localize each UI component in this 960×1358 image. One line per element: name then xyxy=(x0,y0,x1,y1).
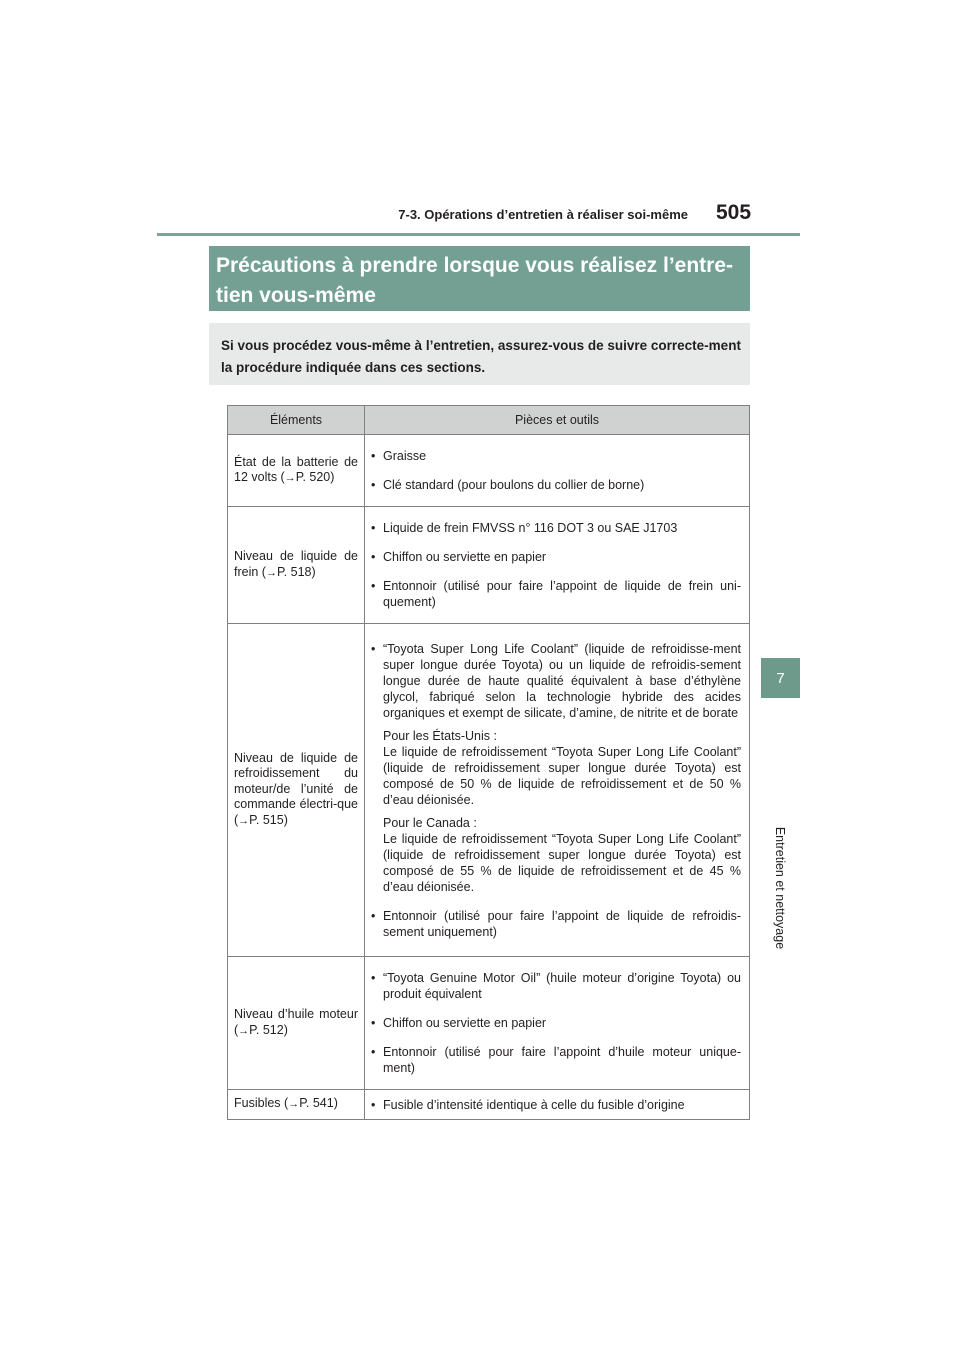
item-label: Niveau d’huile moteur ( xyxy=(234,1007,358,1037)
chapter-tab: 7 xyxy=(761,658,800,698)
table-row xyxy=(228,435,750,507)
tools-list xyxy=(371,520,741,610)
list-item: • Clé standard (pour boulons du collier de borne) xyxy=(371,477,741,493)
table-row xyxy=(228,957,750,1090)
arrow-icon: → xyxy=(265,566,277,579)
section-title-line2: tien vous-même xyxy=(216,284,376,307)
parts-tools-table xyxy=(227,405,750,1120)
table-row xyxy=(228,507,750,624)
item-cell xyxy=(228,957,365,1090)
tools-list xyxy=(371,970,741,1076)
arrow-icon: → xyxy=(238,814,250,827)
tools-cell xyxy=(365,435,750,507)
page-reference: P. 541) xyxy=(299,1096,338,1111)
list-item: • Graisse xyxy=(371,448,741,464)
tools-list xyxy=(371,641,741,940)
header-tools: Pièces et outils xyxy=(365,406,750,435)
table-header-row xyxy=(228,406,750,435)
tools-cell xyxy=(365,624,750,957)
tools-cell xyxy=(365,1090,750,1120)
usa-note xyxy=(383,728,741,808)
page-reference: P. 515) xyxy=(249,812,288,827)
tools-cell xyxy=(365,957,750,1090)
section-title xyxy=(209,246,750,311)
item-label: Niveau de liquide de frein ( xyxy=(234,549,358,579)
canada-note-title: Pour le Canada : xyxy=(383,815,477,830)
tools-list xyxy=(371,448,741,493)
tools-cell xyxy=(365,507,750,624)
usa-note-title: Pour les États-Unis : xyxy=(383,728,497,743)
list-item: • Entonnoir (utilisé pour faire l’appoint d’huile moteur unique-ment) xyxy=(371,1044,741,1076)
item-cell xyxy=(228,1090,365,1120)
intro-text: Si vous procédez vous-même à l’entretien, assurez-vous de suivre correcte-ment la procédure indiquée dans ces sections. xyxy=(209,323,750,385)
item-cell xyxy=(228,435,365,507)
item-label: État de la batterie de 12 volts ( xyxy=(234,454,358,484)
header-rule xyxy=(157,233,800,236)
list-item: • Entonnoir (utilisé pour faire l’appoint de liquide de refroidis-sement uniquement) xyxy=(371,908,741,940)
list-item: • Liquide de frein FMVSS n° 116 DOT 3 ou SAE J1703 xyxy=(371,520,741,536)
running-header: 7-3. Opérations d’entretien à réaliser soi-même xyxy=(398,207,688,222)
usa-note-text: Le liquide de refroidissement “Toyota Super Long Life Coolant” (liquide de refroidissement super longue durée Toyota) est composé de 50 % de liquide de refroidissement et de 50 % d’eau déionisée. xyxy=(383,744,741,807)
list-item: • Entonnoir (utilisé pour faire l’appoint de liquide de frein uni-quement) xyxy=(371,578,741,610)
arrow-icon: → xyxy=(288,1098,300,1111)
page-reference: P. 520) xyxy=(295,470,335,484)
page-reference: P. 518) xyxy=(276,564,316,579)
item-cell xyxy=(228,507,365,624)
item-label: Fusibles ( xyxy=(234,1096,289,1111)
tools-list xyxy=(371,1097,741,1113)
header-items: Éléments xyxy=(228,406,365,435)
canada-note xyxy=(383,815,741,895)
item-cell xyxy=(228,624,365,957)
list-item: • “Toyota Genuine Motor Oil” (huile moteur d’origine Toyota) ou produit équivalent xyxy=(371,970,741,1002)
arrow-icon: → xyxy=(284,472,296,484)
item-label: Niveau de liquide de refroidissement du moteur/de l’unité de commande électri-que ( xyxy=(234,750,358,827)
canada-note-text: Le liquide de refroidissement “Toyota Super Long Life Coolant” (liquide de refroidissement super longue durée Toyota) est composé de 55 % de liquide de refroidissement et de 45 % d’eau déionisée. xyxy=(383,831,741,894)
list-item: • Fusible d’intensité identique à celle du fusible d’origine xyxy=(371,1097,741,1113)
arrow-icon: → xyxy=(238,1024,250,1037)
page-reference: P. 512) xyxy=(249,1022,288,1037)
list-item xyxy=(371,641,741,895)
section-title-line1: Précautions à prendre lorsque vous réalisez l’entre- xyxy=(216,254,734,277)
list-item: • Chiffon ou serviette en papier xyxy=(371,549,741,565)
table-row xyxy=(228,1090,750,1120)
coolant-spec: “Toyota Super Long Life Coolant” (liquide de refroidisse-ment super longue durée Toyota) ou un liquide de refroidis-sement longue durée de haute qualité équivalent à base d’éthylène glycol, fabriqué selon la technologie hybride des acides organiques et exempt de silicate, d’amine, de nitrite et de borate xyxy=(383,641,741,720)
chapter-side-label: Entretien et nettoyage xyxy=(773,826,787,950)
table-row xyxy=(228,624,750,957)
page-number: 505 xyxy=(716,201,752,224)
list-item: • Chiffon ou serviette en papier xyxy=(371,1015,741,1031)
